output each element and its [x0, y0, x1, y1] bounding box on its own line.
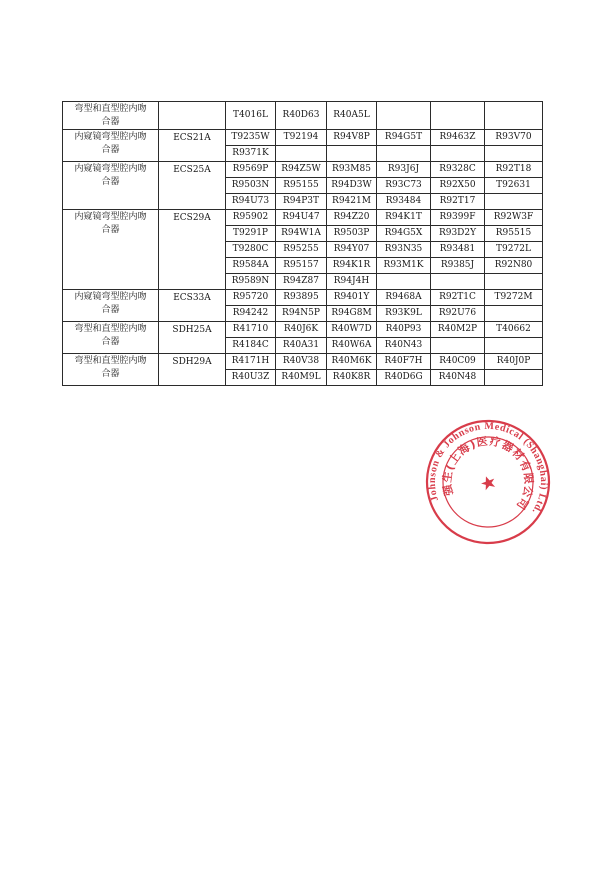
product-name-cell	[63, 290, 159, 322]
serial-cell: R94U47	[276, 210, 327, 226]
product-name: 内窥镜弯型腔内吻合器	[74, 132, 147, 155]
serial-cell: R95155	[276, 178, 327, 194]
serial-cell: R93M1K	[377, 258, 431, 274]
serial-cell: R94G5X	[377, 226, 431, 242]
serial-cell: R40J6K	[276, 322, 327, 338]
serial-cell: T92194	[276, 130, 327, 146]
product-name: 弯型和直型腔内吻合器	[74, 324, 147, 347]
serial-cell: R94Z20	[327, 210, 377, 226]
product-name-cell	[63, 130, 159, 162]
serial-cell: R40W6A	[327, 338, 377, 354]
serial-cell	[327, 146, 377, 162]
seal-star-icon	[479, 474, 497, 491]
serial-cell: T9272M	[485, 290, 543, 306]
serial-cell: T92631	[485, 178, 543, 194]
serial-cell	[485, 102, 543, 130]
serial-cell: R94W1A	[276, 226, 327, 242]
serial-cell: R94Y07	[327, 242, 377, 258]
serial-cell: R40M2P	[431, 322, 485, 338]
product-name-cell	[63, 322, 159, 354]
serial-cell: R92T17	[431, 194, 485, 210]
seal-outer-text: Johnson & Johnson Medical (Shanghai) Ltd.	[426, 420, 550, 516]
serial-cell: R92W3F	[485, 210, 543, 226]
serial-cell: R93M85	[327, 162, 377, 178]
serial-cell: R92U76	[431, 306, 485, 322]
serial-cell	[377, 146, 431, 162]
serial-cell: R94G8M	[327, 306, 377, 322]
serial-cell: R93C73	[377, 178, 431, 194]
serial-cell: R40W7D	[327, 322, 377, 338]
serial-cell: R40P93	[377, 322, 431, 338]
serial-cell: R92X50	[431, 178, 485, 194]
model-cell: ECS29A	[159, 210, 226, 290]
serial-cell: R9468A	[377, 290, 431, 306]
serial-cell: R94N5P	[276, 306, 327, 322]
product-name-cell	[63, 102, 159, 130]
serial-cell: T9235W	[226, 130, 276, 146]
serial-cell: R40A5L	[327, 102, 377, 130]
model-cell: SDH29A	[159, 354, 226, 386]
serial-cell: R93484	[377, 194, 431, 210]
model-cell: ECS21A	[159, 130, 226, 162]
serial-cell	[485, 370, 543, 386]
serial-cell	[431, 102, 485, 130]
serial-cell: T9291P	[226, 226, 276, 242]
serial-cell	[485, 338, 543, 354]
serial-cell: R94P3T	[276, 194, 327, 210]
model-cell: ECS33A	[159, 290, 226, 322]
serial-cell: R94V8P	[327, 130, 377, 146]
serial-cell: R9401Y	[327, 290, 377, 306]
product-name-cell	[63, 162, 159, 210]
serial-cell: R9503N	[226, 178, 276, 194]
serial-cell: R9421M	[327, 194, 377, 210]
serial-cell: R40M9L	[276, 370, 327, 386]
serial-cell: R94G5T	[377, 130, 431, 146]
serial-cell: R40D63	[276, 102, 327, 130]
serial-cell: R9584A	[226, 258, 276, 274]
serial-cell	[485, 306, 543, 322]
table-row	[63, 162, 543, 178]
serial-cell: R92T18	[485, 162, 543, 178]
table-row	[63, 210, 543, 226]
serial-cell: R41710	[226, 322, 276, 338]
product-name: 内窥镜弯型腔内吻合器	[74, 292, 147, 315]
serial-cell: R40J0P	[485, 354, 543, 370]
serial-cell: R92N80	[485, 258, 543, 274]
serial-cell: R93N35	[377, 242, 431, 258]
serial-cell: R95255	[276, 242, 327, 258]
serial-cell: R94242	[226, 306, 276, 322]
serial-cell: T9272L	[485, 242, 543, 258]
company-seal	[424, 418, 552, 546]
serial-cell	[431, 274, 485, 290]
product-name: 弯型和直型腔内吻合器	[74, 356, 147, 379]
serial-cell: R94K1T	[377, 210, 431, 226]
table-row	[63, 130, 543, 146]
serial-cell: R9503P	[327, 226, 377, 242]
serial-cell: R9328C	[431, 162, 485, 178]
serial-cell: R93D2Y	[431, 226, 485, 242]
table-row	[63, 102, 543, 130]
serial-cell	[276, 146, 327, 162]
seal-inner-text: 强生(上海)医疗器材有限公司	[440, 434, 536, 513]
serial-cell: R40D6G	[377, 370, 431, 386]
serial-cell: R95157	[276, 258, 327, 274]
serial-cell: R9569P	[226, 162, 276, 178]
serial-cell: R95902	[226, 210, 276, 226]
serial-cell: R4171H	[226, 354, 276, 370]
serial-cell: R40U3Z	[226, 370, 276, 386]
serial-cell: R9463Z	[431, 130, 485, 146]
product-name: 内窥镜弯型腔内吻合器	[74, 212, 147, 235]
table-row	[63, 354, 543, 370]
serial-cell: R92T1C	[431, 290, 485, 306]
serial-cell: R40C09	[431, 354, 485, 370]
serial-cell: R40N48	[431, 370, 485, 386]
serial-cell: R9385J	[431, 258, 485, 274]
serial-cell: R40F7H	[377, 354, 431, 370]
serial-cell: R94J4H	[327, 274, 377, 290]
serial-cell: R94D3W	[327, 178, 377, 194]
serial-cell: R9399F	[431, 210, 485, 226]
product-name: 弯型和直型腔内吻合器	[74, 104, 147, 127]
serial-cell: R93895	[276, 290, 327, 306]
serial-cell	[431, 146, 485, 162]
serial-cell: T9280C	[226, 242, 276, 258]
serial-cell: T4016L	[226, 102, 276, 130]
serial-cell	[485, 274, 543, 290]
serial-cell: R9371K	[226, 146, 276, 162]
serial-cell: R40M6K	[327, 354, 377, 370]
product-name-cell	[63, 354, 159, 386]
product-name: 内窥镜弯型腔内吻合器	[74, 164, 147, 187]
table-row	[63, 290, 543, 306]
serial-cell: R40K8R	[327, 370, 377, 386]
serial-cell: R40N43	[377, 338, 431, 354]
serial-cell: R93J6J	[377, 162, 431, 178]
serial-cell: R40V38	[276, 354, 327, 370]
serial-cell: R95515	[485, 226, 543, 242]
serial-cell: T40662	[485, 322, 543, 338]
serial-cell: R40A31	[276, 338, 327, 354]
serial-cell: R94Z5W	[276, 162, 327, 178]
model-cell: ECS25A	[159, 162, 226, 210]
model-cell	[159, 102, 226, 130]
serial-cell: R95720	[226, 290, 276, 306]
serial-cell: R94Z87	[276, 274, 327, 290]
product-name-cell	[63, 210, 159, 290]
product-serial-table	[62, 101, 543, 386]
serial-cell	[377, 274, 431, 290]
table-row	[63, 322, 543, 338]
serial-cell	[485, 146, 543, 162]
serial-cell	[431, 338, 485, 354]
serial-cell: R93K9L	[377, 306, 431, 322]
model-cell: SDH25A	[159, 322, 226, 354]
serial-cell: R93V70	[485, 130, 543, 146]
serial-cell: R93481	[431, 242, 485, 258]
serial-cell: R94K1R	[327, 258, 377, 274]
serial-cell: R4184C	[226, 338, 276, 354]
serial-cell: R94U73	[226, 194, 276, 210]
serial-cell	[485, 194, 543, 210]
serial-cell	[377, 102, 431, 130]
serial-cell: R9589N	[226, 274, 276, 290]
